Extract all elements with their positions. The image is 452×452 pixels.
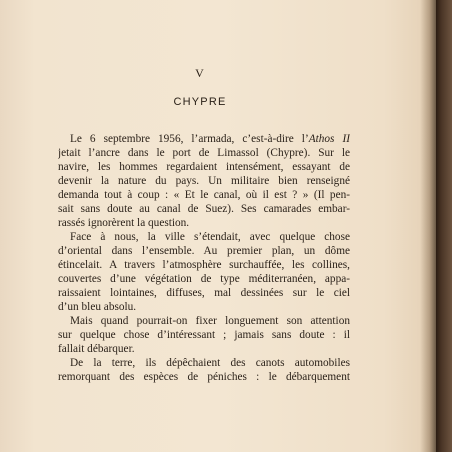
chapter-title: CHYPRE — [173, 96, 227, 108]
body-text — [58, 132, 350, 384]
text-line: sur quelque chose d’intéressant ; jamais sans doute : il — [58, 329, 350, 341]
text-line: jetait l’ancre dans le port de Limassol (Chypre). Sur le — [58, 147, 350, 159]
text-line: devenir la nature du pays. Un militaire bien renseigné — [58, 175, 350, 187]
text-line: Face à nous, la ville s’étendait, avec quelque chose — [70, 231, 350, 243]
text-line: De la terre, ils dépêchaient des canots automobiles — [70, 357, 350, 369]
text-line: couvertes d’une végétation de type méditerranéen, appa- — [58, 273, 350, 285]
text-line: fallait débarquer. — [58, 343, 135, 355]
book-spine — [436, 0, 452, 452]
page-gutter-shadow — [420, 0, 436, 452]
text-line: raissaient lointaines, diffuses, mal dessinées sur le ciel — [58, 287, 350, 299]
text-line: Mais quand pourrait-on fixer longuement son attention — [70, 315, 350, 327]
ship-name: Athos II — [308, 133, 350, 145]
text-line: d’oriental dans l’ensemble. Au premier plan, un dôme — [58, 245, 350, 257]
text-line: sait sans doute au canal de Suez). Ses camarades embar- — [58, 203, 350, 215]
text-line: rassés ignorèrent la question. — [58, 217, 190, 229]
text-line: étincelait. A travers l’atmosphère surchauffée, les collines, — [58, 259, 350, 271]
text-line: remorquant des espèces de péniches : le débarquement — [58, 371, 350, 383]
chapter-number: V — [195, 66, 205, 80]
text-line: d’un bleu absolu. — [58, 301, 137, 313]
text-line: Le 6 septembre 1956, l’armada, c’est-à-dire l’Athos II — [70, 133, 350, 145]
text-line: demanda tout à coup : « Et le canal, où il est ? » (Il pen- — [58, 189, 350, 201]
text-line: navire, les hommes regardaient intensément, essayant de — [58, 161, 350, 173]
